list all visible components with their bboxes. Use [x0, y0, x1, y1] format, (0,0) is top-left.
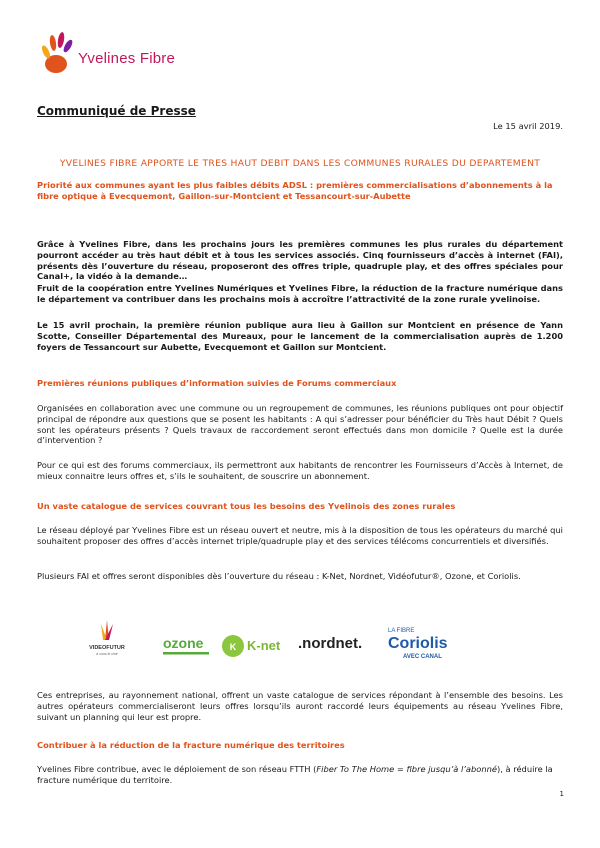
hand-icon [40, 32, 74, 73]
lead-paragraph: Priorité aux communes ayant les plus faibles débits ADSL : premières commercialisations d’abonnements à la fibre optique à Evecquemont, Gaillon-sur-Montcient et Tessancourt-sur-Aubette [37, 180, 553, 201]
section-2-paragraph-3: Ces entreprises, au rayonnement national, offrent un vaste catalogue de services répondant à l’ensemble des besoins. Les autres opérateurs commercialiseront leurs offres lorsqu’ils auront raccordé leurs équipements au réseau Yvelines Fibre, suivant un planning qui leur est propre. [37, 690, 563, 722]
knet-text: K-net [247, 638, 281, 653]
coriolis-bottom-text: AVEC CANAL [403, 654, 442, 660]
ozone-logo [163, 635, 209, 655]
page-heading: Communiqué de Presse [37, 104, 196, 118]
logo-text: Yvelines Fibre [78, 50, 176, 67]
intro-paragraph-3: Le 15 avril prochain, la première réunion publique aura lieu à Gaillon sur Montcient en présence de Yann Scotte, Conseiller Départemental des Mureaux, pour le lancement de la commercialisation auprès de 1.200 foyers de Tessancourt sur Aubette, Evecquemont et Gaillon sur Montcient. [37, 320, 563, 352]
coriolis-logo [388, 628, 448, 660]
section-3-paragraph-1 [37, 764, 563, 786]
nordnet-logo [298, 635, 362, 652]
coriolis-top-text: LA FIBRE [388, 628, 415, 634]
knet-logo [222, 635, 281, 657]
section-1-paragraph-1: Organisées en collaboration avec une commune ou un regroupement de communes, les réunions publiques ont pour objectif principal de répondre aux questions que se posent les habitants : A qui s’adresser pour bénéficier du Très haut Débit ? Quels sont les opérateurs présents ? Quels travaux de raccordement seront effectués dans mon domicile ? Quelle est la durée d’intervention ? [37, 403, 563, 446]
videofutur-logo [89, 620, 125, 656]
section-1-paragraph-2: Pour ce qui est des forums commerciaux, ils permettront aux habitants de rencontrer les Fournisseurs d’Accès à Internet, de mieux connaitre leurs offres et, s’ils le souhaitent, de souscrire un abonnement. [37, 460, 563, 481]
section-2-paragraph-2: Plusieurs FAI et offres seront disponibles dès l’ouverture du réseau : K-Net, Nordnet, Vidéofutur®, Ozone, et Coriolis. [37, 571, 521, 581]
ozone-text: ozone [163, 635, 204, 651]
section-2-paragraph-1: Le réseau déployé par Yvelines Fibre est un réseau ouvert et neutre, mis à la disposition de tous les opérateurs du marché qui souhaitent proposer des offres d’accès internet triple/quadruple play et des services télécoms concurrentiels et diversifiés. [37, 525, 563, 546]
nordnet-text: .nordnet. [298, 635, 363, 652]
section-3-emphasis: Fiber To The Home = fibre jusqu’à l’abonné [316, 764, 497, 774]
intro-paragraph-2: Fruit de la coopération entre Yvelines Numériques et Yvelines Fibre, la réduction de la fracture numérique dans le département va contribuer dans les prochains mois à accroître l’attractivité de la zone rurale yvelinoise. [37, 283, 563, 304]
section-3-text-b: ), à réduire la fracture numérique du territoire. [37, 764, 553, 785]
videofutur-subtext: à vous le ciné [96, 652, 118, 656]
section-3-heading: Contribuer à la réduction de la fracture numérique des territoires [37, 740, 345, 750]
section-3-text-a: Yvelines Fibre contribue, avec le déploiement de son réseau FTTH ( [37, 764, 317, 774]
document-title: YVELINES FIBRE APPORTE LE TRES HAUT DEBIT DANS LES COMMUNES RURALES DU DEPARTEMENT [59, 158, 541, 169]
partner-logos [85, 618, 545, 668]
section-1-heading: Premières réunions publiques d’information suivies de Forums commerciaux [37, 378, 397, 388]
section-2-heading: Un vaste catalogue de services couvrant tous les besoins des Yvelinois des zones rurales [37, 501, 456, 511]
videofutur-text: VIDEOFUTUR [89, 645, 125, 651]
release-date: Le 15 avril 2019. [493, 121, 563, 131]
coriolis-text: Coriolis [388, 635, 448, 652]
page-number: 1 [559, 790, 564, 798]
svg-text:K: K [229, 642, 237, 652]
intro-paragraph-1: Grâce à Yvelines Fibre, dans les prochains jours les premières communes les plus rurales du département pourront accéder au très haut débit et à tous les services associés. Cinq fournisseurs d’accès à internet (FAI), présents dès l’ouverture du réseau, proposeront des offres triple, quadruple play, et des offres spéciales pour Canal+, la vidéo à la demande… [37, 239, 563, 282]
